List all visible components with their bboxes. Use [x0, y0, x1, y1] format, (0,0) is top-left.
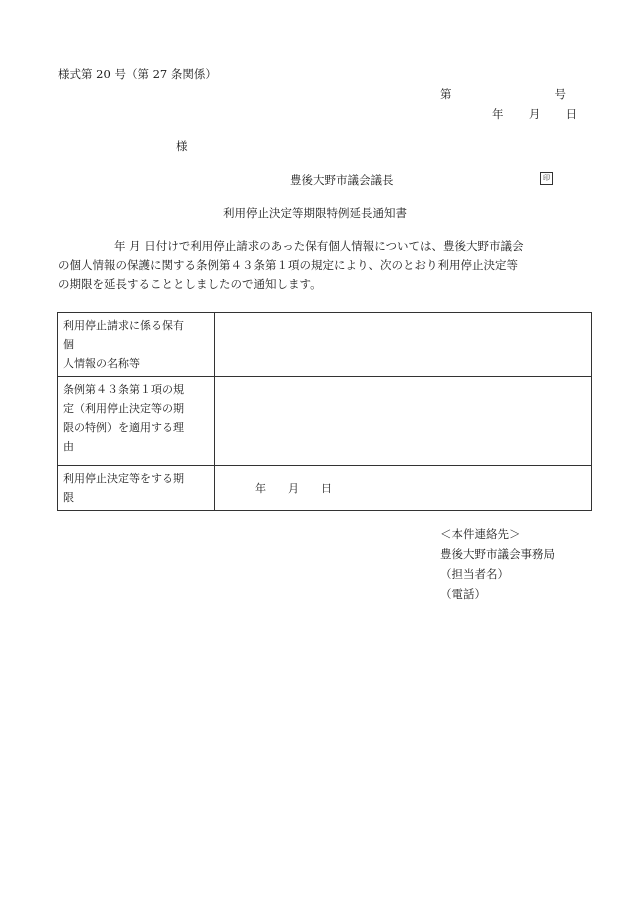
label-line: 由: [63, 440, 74, 453]
contact-heading: ＜本件連絡先＞: [440, 527, 521, 541]
issue-date-month: 月: [528, 107, 541, 121]
table-row: [58, 377, 592, 466]
addressee: 様: [176, 139, 188, 153]
label-line: 人情報の名称等: [63, 357, 140, 370]
row-value-reason: [215, 377, 592, 466]
label-line: 条例第４３条第１項の規: [63, 383, 184, 396]
row-value-deadline: 年 月 日: [215, 466, 592, 511]
row-label-reason: [58, 377, 215, 466]
label-line: 利用停止請求に係る保有: [63, 319, 184, 332]
table-row: [58, 466, 592, 511]
row-value-information-name: [215, 313, 592, 377]
row-label-deadline: [58, 466, 215, 511]
issue-date-year: 年: [492, 107, 504, 121]
contact-phone: （電話）: [440, 587, 486, 601]
body-line-1: 年 月 日付けで利用停止請求のあった保有個人情報については、豊後大野市議会: [114, 239, 524, 253]
row-label-information-name: [58, 313, 215, 377]
form-number: 様式第 20 号（第 27 条関係）: [58, 67, 217, 81]
issue-date: [492, 106, 577, 122]
label-line: 個: [63, 338, 74, 351]
label-line: 定（利用停止決定等の期: [63, 402, 184, 415]
contact-person: （担当者名）: [440, 567, 509, 581]
reference-number-prefix: 第: [440, 87, 452, 101]
body-line-3: の期限を延長することとしましたので通知します。: [58, 277, 322, 291]
info-table: [57, 312, 592, 511]
table-row: [58, 313, 592, 377]
seal-icon: 印: [540, 172, 553, 185]
issue-date-day: 日: [565, 107, 578, 121]
body-line-2: の個人情報の保護に関する条例第４３条第１項の規定により、次のとおり利用停止決定等: [58, 258, 518, 272]
sender-name: 豊後大野市議会議長: [290, 173, 394, 187]
reference-number-suffix: 号: [554, 87, 566, 101]
contact-block: [440, 524, 555, 604]
label-line: 限の特例）を適用する理: [63, 421, 184, 434]
label-line: 限: [63, 491, 74, 504]
document-title: 利用停止決定等期限特例延長通知書: [223, 206, 407, 220]
contact-office: 豊後大野市議会事務局: [440, 547, 555, 561]
label-line: 利用停止決定等をする期: [63, 472, 184, 485]
body-paragraph: [58, 237, 576, 294]
